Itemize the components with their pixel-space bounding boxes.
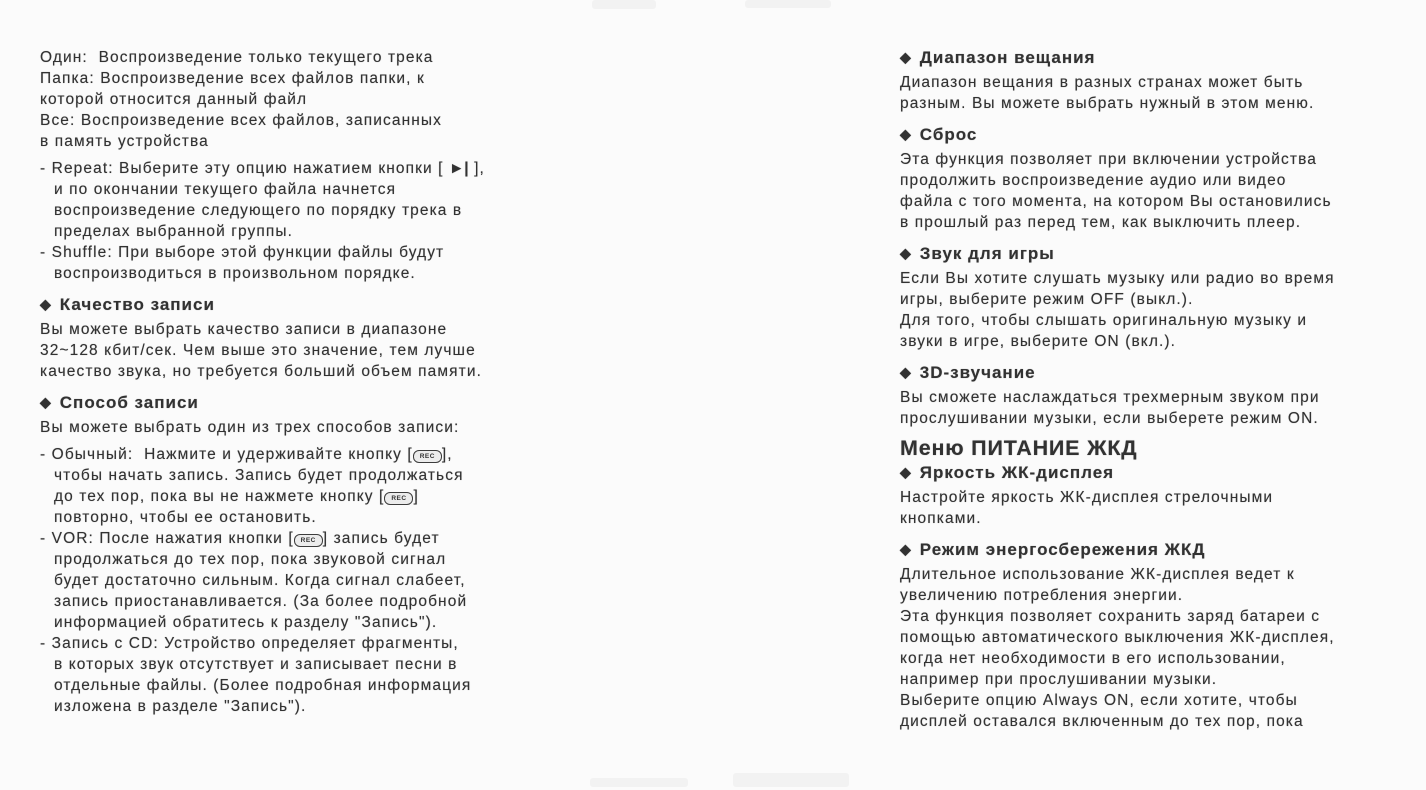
topic-heading: [900, 462, 1410, 484]
diamond-bullet-icon: ◆: [900, 245, 912, 261]
text-segment: продолжить воспроизведение аудио или видео: [900, 172, 1287, 189]
scan-artifact: [592, 0, 656, 9]
diamond-bullet-icon: ◆: [900, 126, 912, 142]
topic-heading-label: Яркость ЖК-дисплея: [919, 463, 1115, 482]
topic-heading: [40, 294, 545, 316]
text-line: [40, 633, 545, 654]
text-line: [900, 408, 1410, 429]
text-line: [40, 570, 545, 591]
text-segment: звуки в игре, выберите ON (вкл.).: [900, 333, 1177, 350]
diamond-bullet-icon: ◆: [40, 394, 52, 410]
text-segment: в память устройства: [40, 133, 209, 150]
text-segment: до тех пор, пока вы не нажмете кнопку [: [54, 488, 385, 505]
text-line: [900, 564, 1410, 585]
paragraph: [900, 149, 1410, 233]
topic-heading-label: Сброс: [919, 125, 978, 144]
text-segment: Выберите опцию Always ON, если хотите, чтобы: [900, 692, 1298, 709]
text-line: [900, 711, 1410, 732]
text-segment: игры, выберите режим OFF (выкл.).: [900, 291, 1194, 308]
text-segment: Эта функция позволяет сохранить заряд батареи с: [900, 608, 1321, 625]
text-segment: продолжаться до тех пор, пока звуковой сигнал: [54, 551, 447, 568]
skip-next-icon: ►|: [448, 160, 469, 177]
right-column: [900, 47, 1410, 738]
text-line: [900, 212, 1410, 233]
text-segment: ] запись будет: [322, 530, 440, 547]
scan-artifact: [590, 778, 688, 787]
text-line: [40, 179, 545, 200]
text-line: [40, 158, 545, 179]
text-line: [40, 340, 545, 361]
diamond-bullet-icon: ◆: [40, 296, 52, 312]
text-segment: прослушивании музыки, если выберете режим ON.: [900, 410, 1319, 427]
text-segment: запись приостанавливается. (За более подробной: [54, 593, 468, 610]
text-line: [40, 131, 545, 152]
text-line: [40, 549, 545, 570]
text-line: [900, 268, 1410, 289]
text-line: [900, 669, 1410, 690]
text-line: [40, 263, 545, 284]
text-line: [900, 191, 1410, 212]
topic-heading-label: Качество записи: [59, 295, 215, 314]
section-title: Меню ПИТАНИЕ ЖКД: [900, 436, 1138, 460]
text-segment: файла с того момента, на котором Вы остановились: [900, 193, 1332, 210]
rec-button-icon: REC: [413, 450, 442, 463]
text-segment: воспроизводиться в произвольном порядке.: [54, 265, 416, 282]
text-line: [40, 528, 545, 549]
paragraph: [40, 319, 545, 382]
topic-heading: [900, 243, 1410, 265]
paragraph: [40, 47, 545, 152]
rec-button-icon: REC: [294, 534, 323, 547]
topic-heading-label: Диапазон вещания: [919, 48, 1096, 67]
text-line: [40, 486, 545, 507]
text-segment: например при прослушивании музыки.: [900, 671, 1218, 688]
text-segment: отдельные файлы. (Более подробная информация: [54, 677, 472, 694]
text-segment: чтобы начать запись. Запись будет продолжаться: [54, 467, 464, 484]
text-line: [40, 200, 545, 221]
text-line: [40, 221, 545, 242]
paragraph: [900, 387, 1410, 429]
text-segment: Длительное использование ЖК-дисплея ведет к: [900, 566, 1295, 583]
paragraph: [900, 487, 1410, 529]
text-segment: и по окончании текущего файла начнется: [54, 181, 397, 198]
text-line: [900, 72, 1410, 93]
text-segment: - VOR: После нажатия кнопки [: [40, 530, 294, 547]
scan-artifact: [733, 773, 849, 787]
text-segment: Если Вы хотите слушать музыку или радио во время: [900, 270, 1335, 287]
topic-heading: [900, 539, 1410, 561]
text-segment: кнопками.: [900, 510, 982, 527]
text-line: [900, 387, 1410, 408]
text-line: [40, 417, 545, 438]
text-segment: Вы можете выбрать качество записи в диапазоне: [40, 321, 448, 338]
text-segment: информацией обратитесь к разделу "Запись").: [54, 614, 438, 631]
scan-artifact: [745, 0, 831, 8]
text-segment: повторно, чтобы ее остановить.: [54, 509, 317, 526]
text-segment: помощью автоматического выключения ЖК-дисплея,: [900, 629, 1335, 646]
text-segment: - Обычный: Нажмите и удерживайте кнопку [: [40, 446, 413, 463]
topic-heading-label: Способ записи: [59, 393, 199, 412]
text-segment: Один: Воспроизведение только текущего трека: [40, 49, 434, 66]
text-line: [40, 68, 545, 89]
topic-heading-label: Режим энергосбережения ЖКД: [919, 540, 1206, 559]
text-line: [900, 170, 1410, 191]
text-segment: воспроизведение следующего по порядку трека в: [54, 202, 463, 219]
text-line: [900, 585, 1410, 606]
diamond-bullet-icon: ◆: [900, 464, 912, 480]
text-segment: ],: [468, 160, 485, 177]
text-line: [40, 89, 545, 110]
text-line: [40, 242, 545, 263]
text-line: [40, 612, 545, 633]
text-line: [900, 93, 1410, 114]
text-line: [40, 47, 545, 68]
text-segment: качество звука, но требуется больший объем памяти.: [40, 363, 483, 380]
diamond-bullet-icon: ◆: [900, 364, 912, 380]
diamond-bullet-icon: ◆: [900, 49, 912, 65]
text-segment: когда нет необходимости в его использовании,: [900, 650, 1286, 667]
topic-heading: [900, 362, 1410, 384]
text-line: [40, 507, 545, 528]
text-segment: Вы можете выбрать один из трех способов записи:: [40, 419, 460, 436]
topic-heading-label: 3D-звучание: [919, 363, 1036, 382]
text-segment: Эта функция позволяет при включении устройства: [900, 151, 1317, 168]
text-segment: Папка: Воспроизведение всех файлов папки, к: [40, 70, 425, 87]
topic-heading: [40, 392, 545, 414]
text-segment: изложена в разделе "Запись").: [54, 698, 307, 715]
text-segment: пределах выбранной группы.: [54, 223, 294, 240]
paragraph: [900, 72, 1410, 114]
paragraph: [40, 417, 545, 438]
text-line: [900, 149, 1410, 170]
text-line: [900, 508, 1410, 529]
diamond-bullet-icon: ◆: [900, 541, 912, 557]
text-line: [900, 487, 1410, 508]
text-line: [900, 606, 1410, 627]
text-segment: которой относится данный файл: [40, 91, 308, 108]
text-segment: разным. Вы можете выбрать нужный в этом меню.: [900, 95, 1315, 112]
topic-heading-label: Звук для игры: [919, 244, 1055, 263]
text-line: [900, 289, 1410, 310]
text-line: [40, 361, 545, 382]
text-segment: Все: Воспроизведение всех файлов, записанных: [40, 112, 443, 129]
text-line: [900, 627, 1410, 648]
text-line: [40, 465, 545, 486]
text-segment: ]: [413, 488, 419, 505]
text-segment: дисплей оставался включенным до тех пор, пока: [900, 713, 1304, 730]
rec-button-icon: REC: [384, 492, 413, 505]
text-line: [40, 110, 545, 131]
left-column: [40, 47, 545, 724]
text-segment: в прошлый раз перед тем, как выключить плеер.: [900, 214, 1302, 231]
text-segment: - Shuffle: При выборе этой функции файлы будут: [40, 244, 445, 261]
text-line: [40, 654, 545, 675]
text-line: [900, 310, 1410, 331]
text-segment: - Запись с CD: Устройство определяет фрагменты,: [40, 635, 459, 652]
text-segment: Диапазон вещания в разных странах может быть: [900, 74, 1304, 91]
topic-heading: [900, 124, 1410, 146]
text-line: [40, 591, 545, 612]
text-segment: 32~128 кбит/сек. Чем выше это значение, тем лучше: [40, 342, 476, 359]
text-line: [40, 675, 545, 696]
text-line: [40, 319, 545, 340]
text-segment: будет достаточно сильным. Когда сигнал слабеет,: [54, 572, 466, 589]
text-line: [900, 690, 1410, 711]
text-line: [40, 696, 545, 717]
paragraph: [900, 268, 1410, 352]
text-line: [900, 331, 1410, 352]
text-segment: в которых звук отсутствует и записывает песни в: [54, 656, 458, 673]
text-segment: Вы сможете наслаждаться трехмерным звуком при: [900, 389, 1320, 406]
text-segment: ],: [441, 446, 453, 463]
paragraph: [40, 158, 545, 284]
topic-heading: [900, 47, 1410, 69]
text-segment: - Repeat: Выберите эту опцию нажатием кнопки [: [40, 160, 449, 177]
text-segment: увеличению потребления энергии.: [900, 587, 1184, 604]
text-segment: Для того, чтобы слышать оригинальную музыку и: [900, 312, 1308, 329]
text-line: [40, 444, 545, 465]
text-line: [900, 648, 1410, 669]
text-segment: Настройте яркость ЖК-дисплея стрелочными: [900, 489, 1274, 506]
paragraph: [900, 564, 1410, 732]
paragraph: [40, 444, 545, 717]
